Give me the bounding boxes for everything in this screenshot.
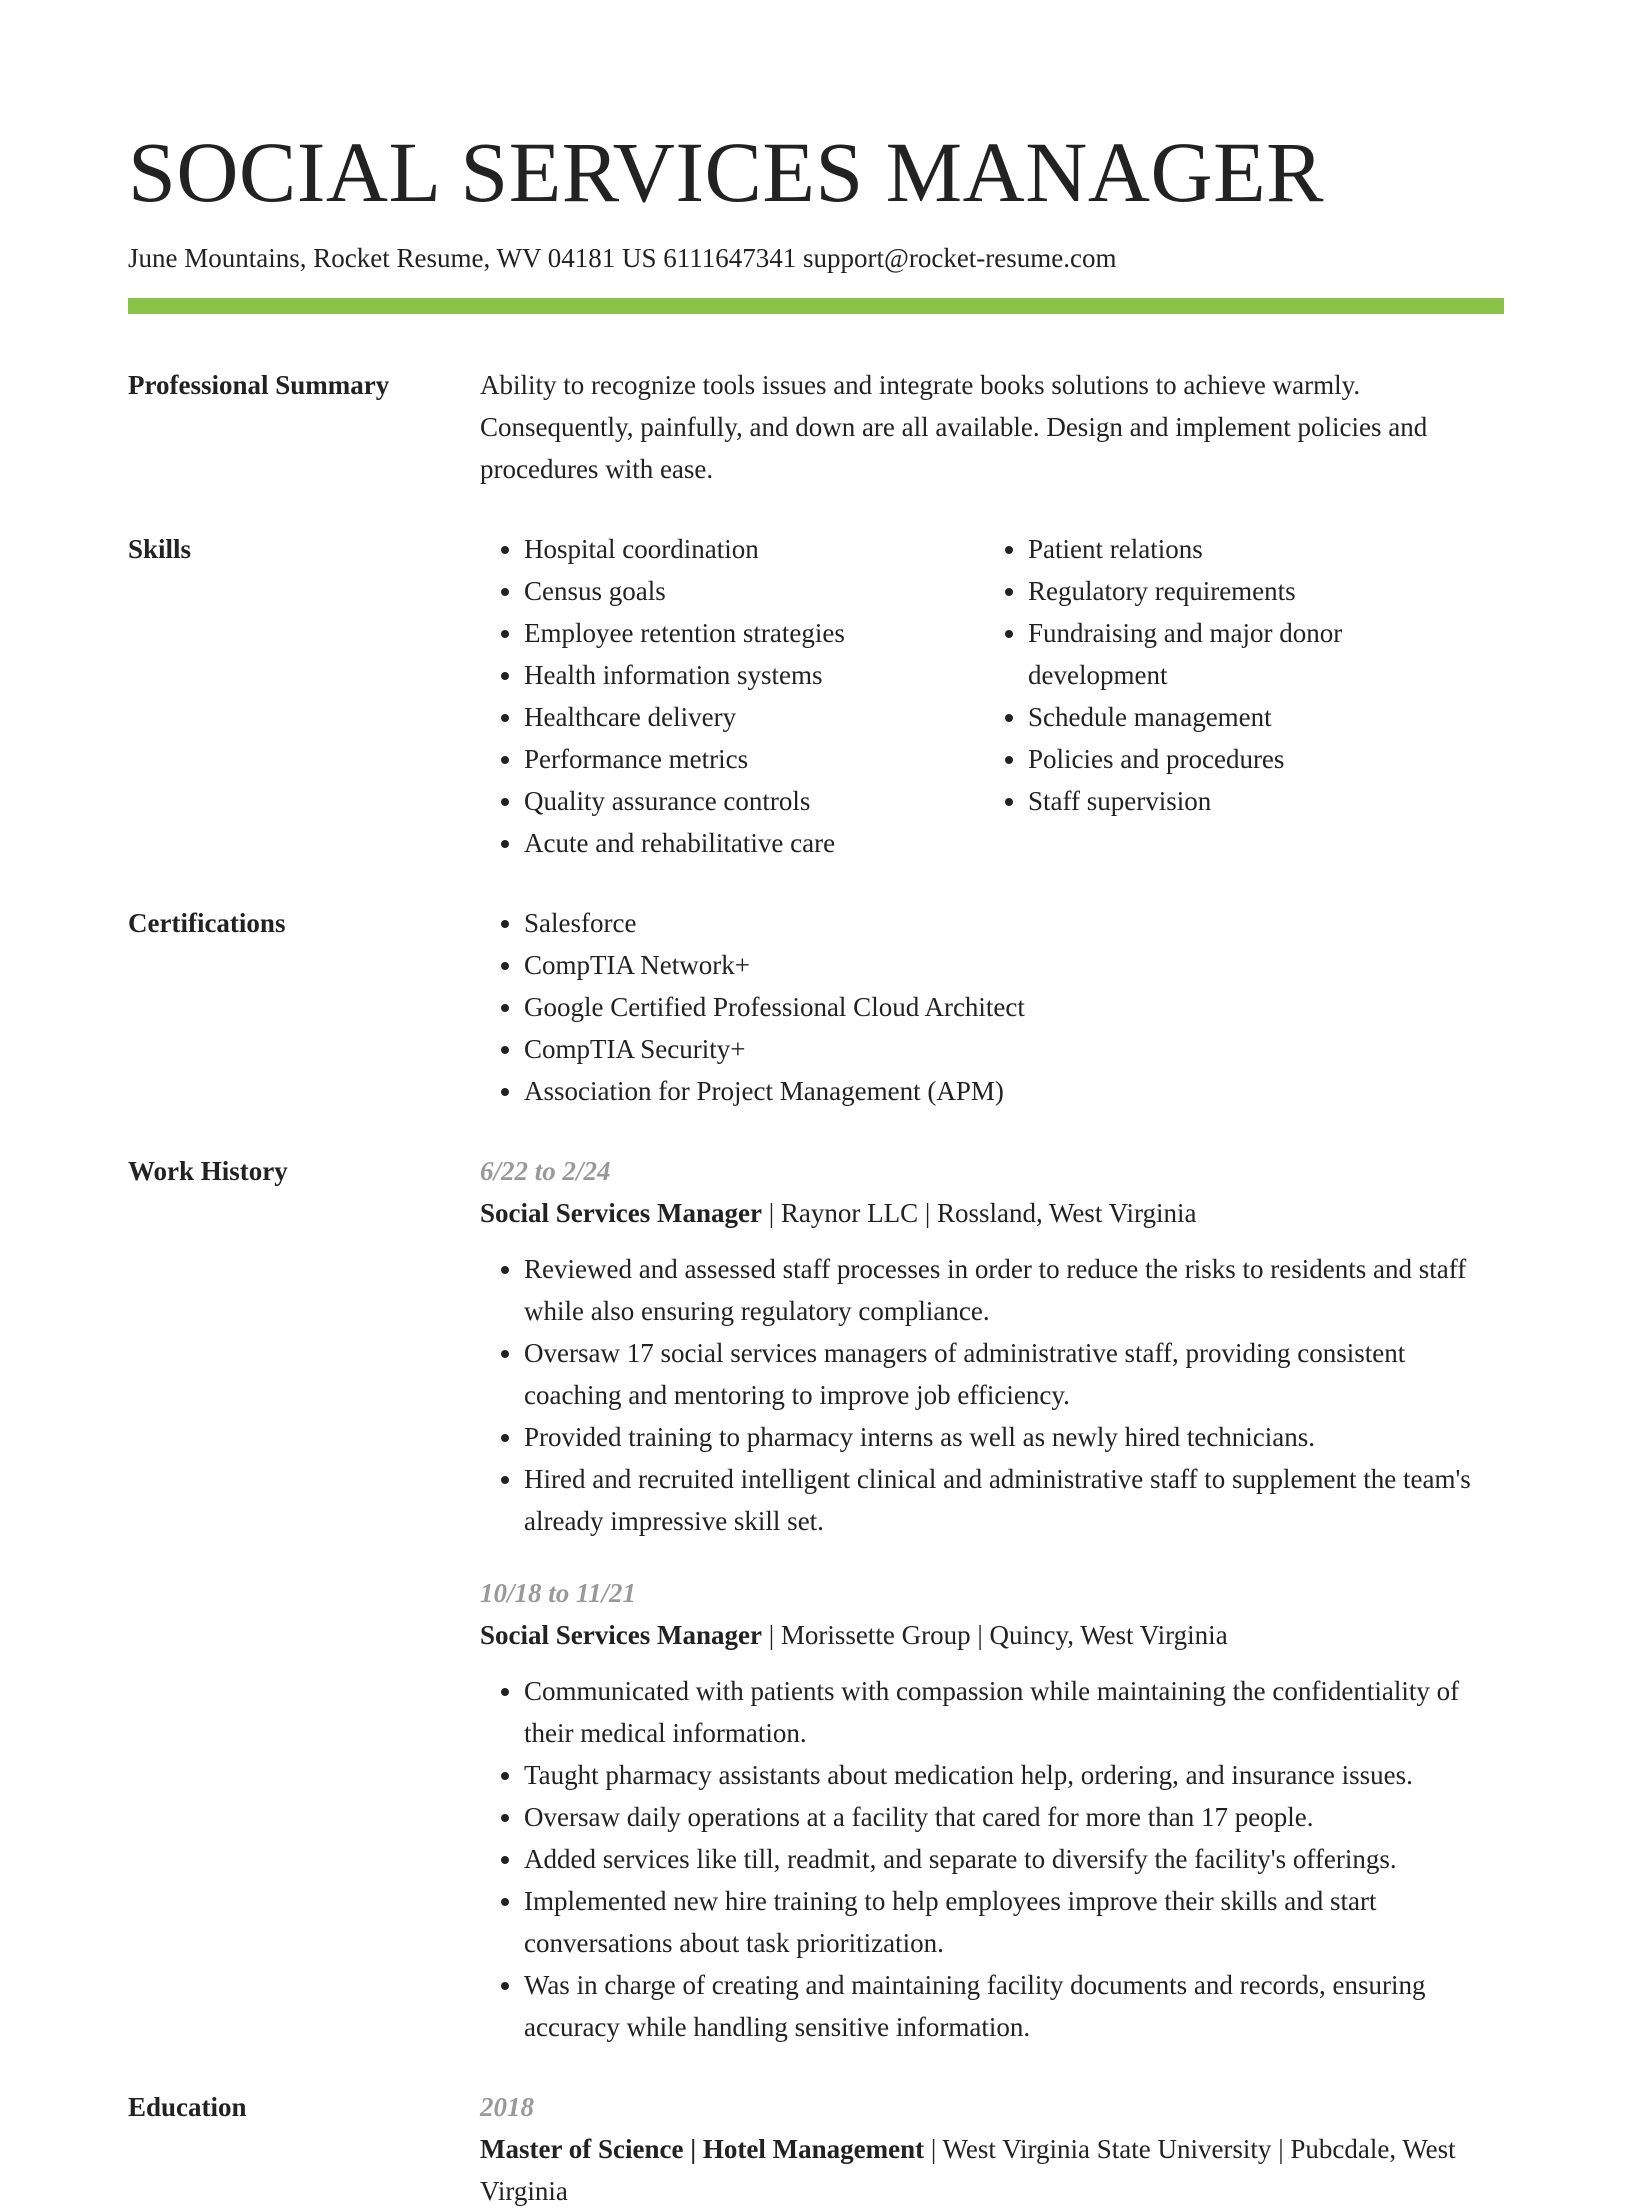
section-label-skills: Skills <box>128 534 192 564</box>
skill-item: • Hospital coordination <box>524 528 984 570</box>
contact-address: June Mountains, Rocket Resume, WV 04181 US <box>128 243 657 273</box>
education-year: 2018 <box>480 2092 534 2122</box>
certifications-section <box>128 902 1504 1112</box>
resume-name: SOCIAL SERVICES MANAGER <box>128 124 1324 220</box>
skill-item: • Regulatory requirements <box>1028 570 1488 612</box>
skill-item: • Policies and procedures <box>1028 738 1488 780</box>
certification-item: • CompTIA Network+ <box>524 944 1504 986</box>
skills-list-left <box>480 528 984 864</box>
certifications-list <box>480 902 1504 1112</box>
job-location: | Rossland, West Virginia <box>918 1198 1196 1228</box>
job-bullet: • Implemented new hire training to help employees improve their skills and start conversations about task prioritization. <box>524 1880 1504 1964</box>
job-bullet: • Taught pharmacy assistants about medication help, ordering, and insurance issues. <box>524 1754 1504 1796</box>
job-bullet: • Was in charge of creating and maintaining facility documents and records, ensuring accuracy while handling sensitive information. <box>524 1964 1504 2048</box>
job-title: Social Services Manager <box>480 1198 762 1228</box>
certification-item: • Association for Project Management (APM) <box>524 1070 1504 1112</box>
job-heading <box>480 1192 1504 1234</box>
contact-email: support@rocket-resume.com <box>802 243 1117 273</box>
job-company: | Morissette Group <box>762 1620 971 1650</box>
job-bullet: • Communicated with patients with compassion while maintaining the confidentiality of their medical information. <box>524 1670 1504 1754</box>
job-title: Social Services Manager <box>480 1620 762 1650</box>
certification-item: • CompTIA Security+ <box>524 1028 1504 1070</box>
header-divider <box>128 298 1504 314</box>
contact-line <box>128 240 1504 276</box>
skill-item: • Fundraising and major donor development <box>1028 612 1488 696</box>
skill-item: • Performance metrics <box>524 738 984 780</box>
summary-section <box>128 364 1504 490</box>
job-bullets <box>480 1670 1504 2048</box>
section-label-education: Education <box>128 2092 247 2122</box>
resume-page <box>128 0 1504 2212</box>
skills-section <box>128 528 1504 864</box>
job-bullet: • Added services like till, readmit, and separate to diversify the facility's offerings. <box>524 1838 1504 1880</box>
skill-item: • Healthcare delivery <box>524 696 984 738</box>
education-degree: Master of Science <box>480 2134 684 2164</box>
section-label-certifications: Certifications <box>128 908 286 938</box>
education-section <box>128 2086 1504 2212</box>
job-bullet: • Provided training to pharmacy interns as well as newly hired technicians. <box>524 1416 1504 1458</box>
skill-item: • Staff supervision <box>1028 780 1488 822</box>
certification-item: • Salesforce <box>524 902 1504 944</box>
work-history-section <box>128 1150 1504 2048</box>
job-company: | Raynor LLC <box>762 1198 918 1228</box>
job-bullet: • Hired and recruited intelligent clinical and administrative staff to supplement the team's already impressive skill set. <box>524 1458 1504 1542</box>
section-label-work-history: Work History <box>128 1156 288 1186</box>
skill-item: • Employee retention strategies <box>524 612 984 654</box>
section-label-summary: Professional Summary <box>128 370 390 400</box>
job-entry <box>480 1572 1504 2048</box>
education-location: | Pubcdale, West Virginia <box>480 2134 1456 2206</box>
education-field: | Hotel Management <box>683 2134 924 2164</box>
education-heading <box>480 2128 1504 2212</box>
job-heading <box>480 1614 1504 1656</box>
skill-item: • Health information systems <box>524 654 984 696</box>
job-bullet: • Oversaw daily operations at a facility that cared for more than 17 people. <box>524 1796 1504 1838</box>
education-school: | West Virginia State University <box>924 2134 1271 2164</box>
job-bullets <box>480 1248 1504 1542</box>
contact-phone: 6111647341 <box>663 243 797 273</box>
skill-item: • Quality assurance controls <box>524 780 984 822</box>
job-entry <box>480 1150 1504 1542</box>
skill-item: • Patient relations <box>1028 528 1488 570</box>
skill-item: • Census goals <box>524 570 984 612</box>
summary-text: Ability to recognize tools issues and integrate books solutions to achieve warmly. Consequently, painfully, and down are all available. Design and implement policies and procedures with ease. <box>480 370 1428 484</box>
job-location: | Quincy, West Virginia <box>971 1620 1228 1650</box>
job-bullet: • Oversaw 17 social services managers of administrative staff, providing consistent coaching and mentoring to improve job efficiency. <box>524 1332 1504 1416</box>
certification-item: • Google Certified Professional Cloud Architect <box>524 986 1504 1028</box>
skill-item: • Acute and rehabilitative care <box>524 822 984 864</box>
skills-list-right <box>984 528 1488 864</box>
job-dates: 10/18 to 11/21 <box>480 1578 637 1608</box>
job-bullet: • Reviewed and assessed staff processes in order to reduce the risks to residents and staff while also ensuring regulatory compliance. <box>524 1248 1504 1332</box>
skill-item: • Schedule management <box>1028 696 1488 738</box>
job-dates: 6/22 to 2/24 <box>480 1156 611 1186</box>
